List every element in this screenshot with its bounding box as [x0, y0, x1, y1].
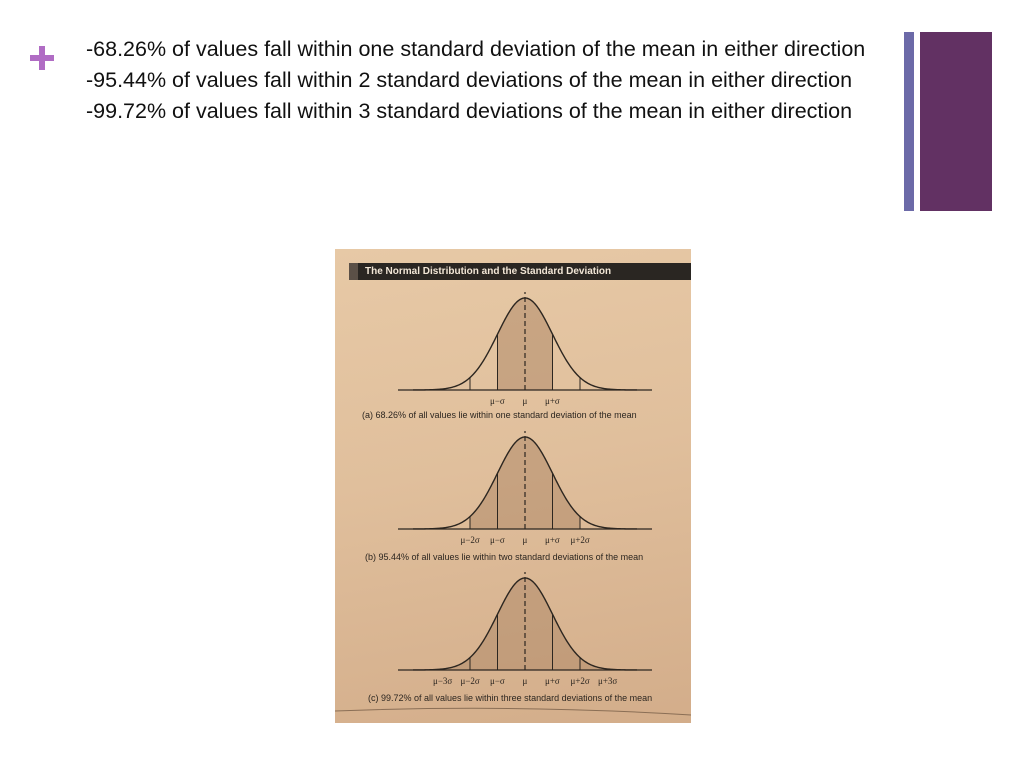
tick-label: μ−σ [490, 676, 505, 686]
tick-label: μ+3σ [598, 676, 618, 686]
tick-label: μ−3σ [433, 676, 453, 686]
tick-label: μ+σ [545, 535, 560, 545]
bullet-item: -99.72% of values fall within 3 standard deviations of the mean in either direction [86, 98, 853, 123]
tick-label: μ−2σ [460, 535, 480, 545]
tick-label: μ [522, 535, 528, 545]
tick-label: μ+σ [545, 676, 560, 686]
tick-label: μ−σ [490, 535, 505, 545]
bullet-item: -68.26% of values fall within one standard deviation of the mean in either direction [86, 37, 866, 61]
shaded-area [443, 578, 608, 670]
page-edge [335, 708, 691, 715]
accent-bar-wide [920, 32, 992, 211]
panel-caption: (a) 68.26% of all values lie within one standard deviation of the mean [362, 410, 637, 420]
tick-label: μ+2σ [570, 535, 590, 545]
tick-label: μ−σ [490, 396, 505, 406]
plus-icon [28, 44, 56, 72]
tick-label: μ+2σ [570, 676, 590, 686]
bullet-list [86, 34, 886, 126]
bullet-item: -95.44% of values fall within 2 standard deviations of the mean in either direction [86, 67, 853, 92]
panel-caption: (c) 99.72% of all values lie within three standard deviations of the mean [368, 693, 653, 703]
tick-label: μ [522, 396, 528, 406]
accent-bar-thin [904, 32, 914, 211]
tick-label: μ−2σ [460, 676, 480, 686]
tick-label: μ [522, 676, 528, 686]
panel-caption: (b) 95.44% of all values lie within two standard deviations of the mean [365, 552, 644, 562]
figure-header: The Normal Distribution and the Standard Deviation [349, 263, 691, 280]
tick-label: μ+σ [545, 396, 560, 406]
shaded-area [498, 298, 553, 390]
normal-curves [335, 249, 691, 723]
shaded-area [470, 437, 580, 529]
normal-distribution-photo [335, 249, 691, 723]
